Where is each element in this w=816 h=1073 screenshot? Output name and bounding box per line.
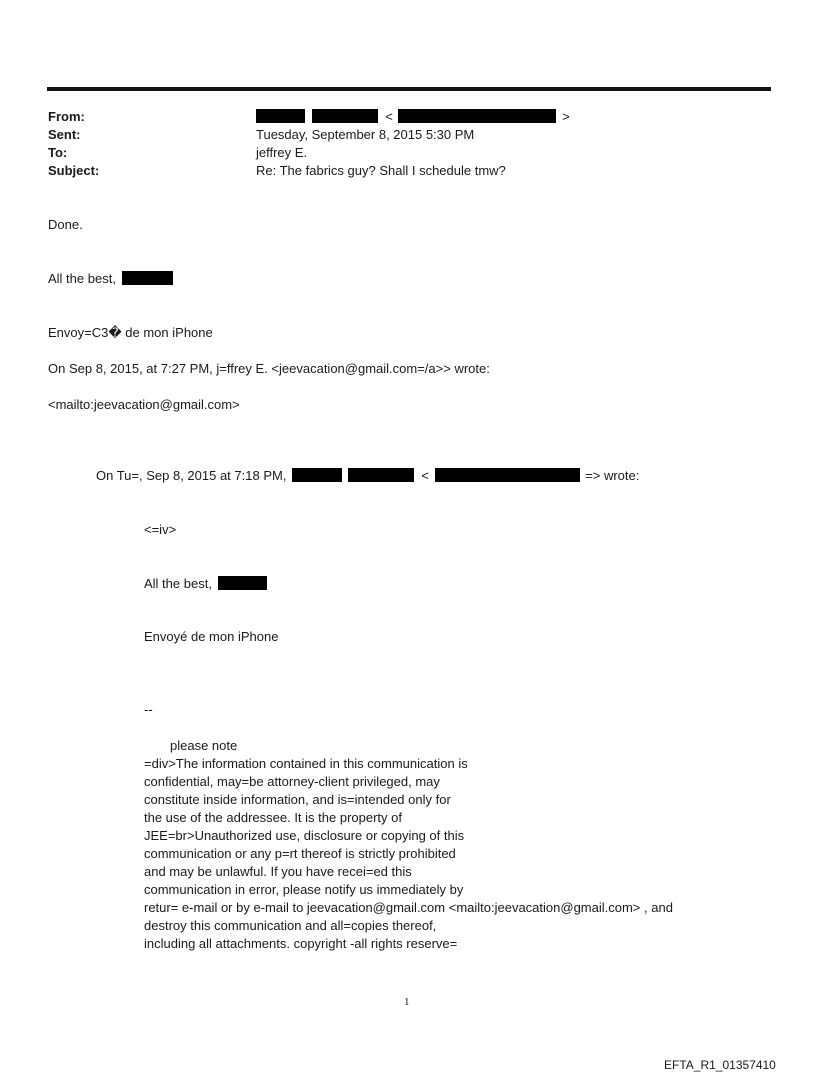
sent-label: Sent: [48,127,81,142]
disclaimer-line: communication in error, please notify us immediately by [144,882,464,897]
header-rule [47,87,771,91]
redaction-block [292,468,342,482]
page-number: 1 [404,996,410,1008]
disclaimer-line: and may be unlawful. If you have recei=ed this [144,864,412,879]
redaction-block [218,576,267,590]
redaction-block [312,109,378,123]
body-on-sep8: On Sep 8, 2015, at 7:27 PM, j=ffrey E. <jeevacation@gmail.com=/a>> wrote: [48,361,490,376]
footer-document-id: EFTA_R1_01357410 [664,1058,776,1072]
redaction-block [398,109,556,123]
disclaimer-line: confidential, may=be attorney-client privileged, may [144,774,440,789]
sent-value: Tuesday, September 8, 2015 5:30 PM [256,127,475,142]
from-value [256,108,570,126]
all-best-text: All the best, [144,576,212,591]
disclaimer-line: communication or any p=rt thereof is strictly prohibited [144,846,456,861]
on-tu-suffix: => wrote: [585,468,640,483]
body-div-tag: <=iv> [144,522,177,537]
body-mailto: <mailto:jeevacation@gmail.com> [48,397,240,412]
on-tu-prefix: On Tu=, Sep 8, 2015 at 7:18 PM, [96,468,287,483]
body-done: Done. [48,217,83,232]
from-gt: > [562,109,570,124]
from-lt: < [385,109,393,124]
redaction-block [122,271,173,285]
subject-label: Subject: [48,163,100,178]
body-all-best-2 [144,575,267,593]
disclaimer-line: please note [170,738,238,753]
disclaimer-line: including all attachments. copyright -all rights reserve= [144,936,458,951]
redaction-block [348,468,414,482]
body-dashes: -- [144,702,153,717]
disclaimer-line: the use of the addressee. It is the property of [144,810,402,825]
redaction-block [256,109,305,123]
disclaimer-line: retur= e-mail or by e-mail to jeevacation@gmail.com <mailto:jeevacation@gmail.com> , and [144,900,673,915]
disclaimer-paragraph [144,737,673,953]
body-all-best-1 [48,270,173,288]
disclaimer-line: constitute inside information, and is=intended only for [144,792,451,807]
body-on-tu [96,467,639,485]
on-tu-lt: < [421,468,429,483]
to-label: To: [48,145,68,160]
all-best-text: All the best, [48,271,116,286]
disclaimer-line: JEE=br>Unauthorized use, disclosure or copying of this [144,828,465,843]
disclaimer-line: =div>The information contained in this communication is [144,756,468,771]
from-label: From: [48,109,85,124]
redaction-block [435,468,580,482]
disclaimer-line: destroy this communication and all=copies thereof, [144,918,437,933]
body-envoye-2: Envoyé de mon iPhone [144,629,279,644]
subject-value: Re: The fabrics guy? Shall I schedule tmw? [256,163,506,178]
body-envoy-1: Envoy=C3� de mon iPhone [48,325,213,340]
to-value: jeffrey E. [256,145,308,160]
